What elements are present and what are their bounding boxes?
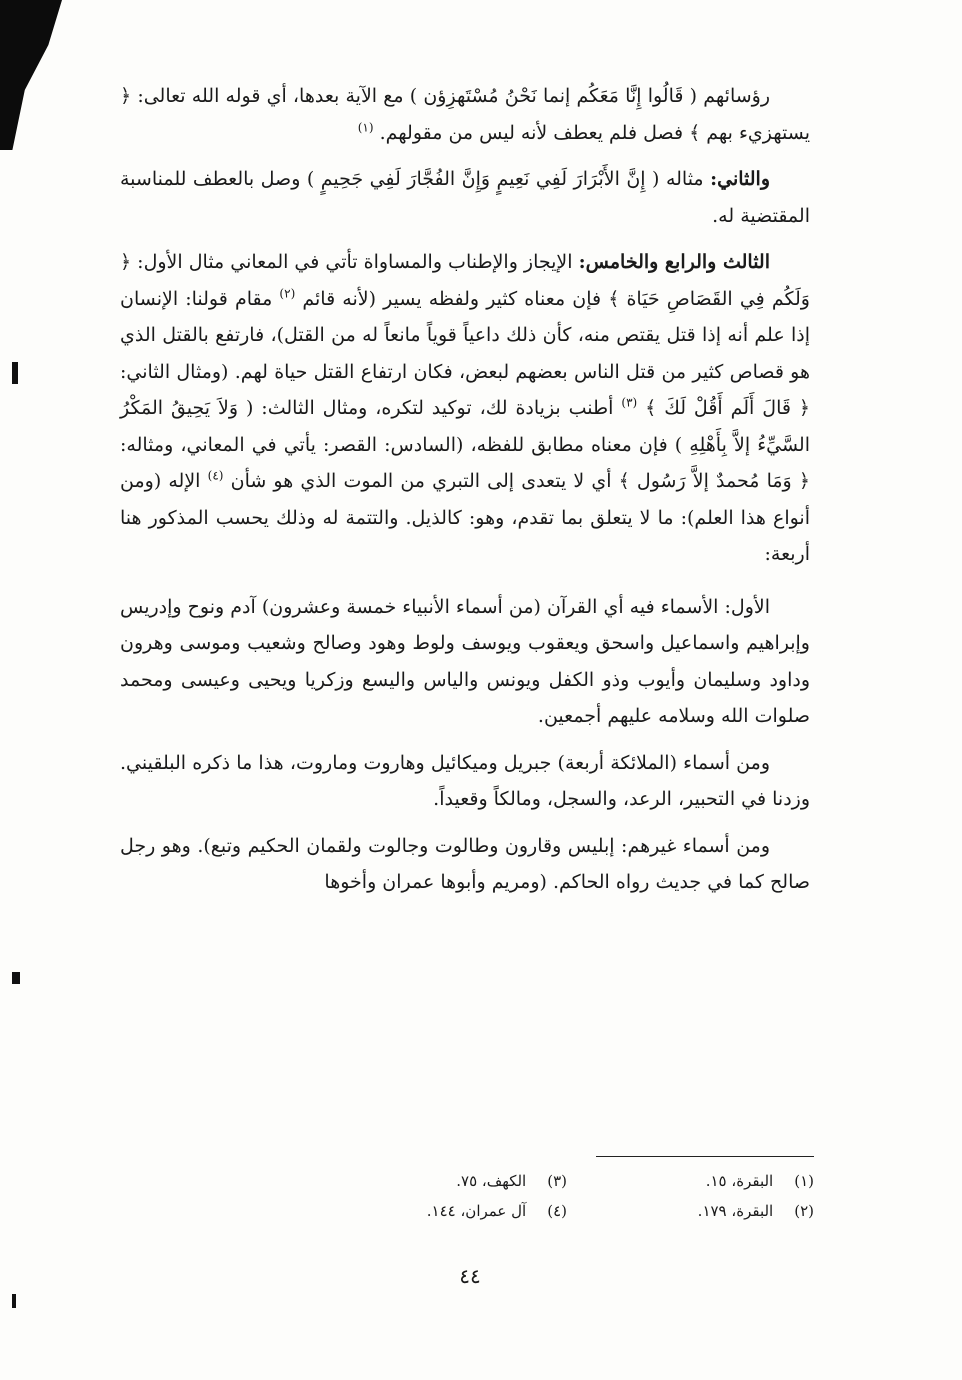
text-line: ومن أسماء (الملائكة أربعة) جبريل وميكائيل وهاروت وماروت، هذا ما — [236, 751, 770, 774]
text-line: الإيجاز والإطناب والمساواة تأتي في المعاني مثال — [188, 251, 573, 273]
footnote-text: الكهف، ٧٥. — [456, 1172, 527, 1190]
text-line: ومن أسماء غيرهم: إبليس وقارون وطالوت وجالوت ولقمان الحكيم وتبع). — [197, 834, 771, 857]
text-line: ﴿ وَمَا مُحمدٌ إلاَّ رَسُول ﴾ أي لا يتعدى إلى التبري من الموت الذي هو شأن — [230, 470, 811, 492]
text-line: بالعطف للمناسبة المقتضية له. — [120, 168, 810, 227]
text-line: الإله (ومن أنواع هذا العلم): ما لا يتعلق بما تقدم، وهو: كالذيل. والتتمة له — [120, 470, 810, 529]
section-heading: الثالث والرابع والخامس: — [578, 251, 770, 273]
text-line: تعالى: ﴿ يستهزيء بهم ﴾ فصل فلم يعطف لأنه ليس من مقولهم. — [120, 85, 810, 144]
text-line: لبعض، فكان ارتفاع القتل حياة لهم. (ومثال الثاني: ﴿ قَالَ أَلَم أَقُلْ لَكَ ﴾ — [120, 360, 810, 419]
paragraph-2 — [120, 161, 810, 234]
footnote-text: البقرة، ١٧٩. — [697, 1202, 774, 1220]
scan-speck — [12, 362, 18, 384]
footnote-item — [340, 1196, 567, 1226]
text-line: له من القتل)، فارتفع بالقتل الذي هو قصاص كثير من قتل الناس بعضهم — [120, 324, 811, 383]
paragraph-1 — [120, 78, 810, 151]
scan-speck — [12, 972, 20, 984]
text-line: بِأَهْلِهِ ) فإن معناه مطابق للفظه، (السادس: القصر: يأتي في المعاني، ومثاله: — [120, 433, 727, 456]
footnote-ref: (٤) — [207, 468, 224, 483]
paragraph-4 — [120, 589, 810, 735]
text-line: رؤسائهم ( قَالُوا إِنَّا مَعَكُم إنما نَحْنُ مُسْتَهزِؤن ) مع الآية بعدها، أي قوله الله — [191, 85, 770, 107]
text-line: مثاله ( إِنَّ الأَبْرَارَ لَفِي نَعِيمٍ وَإِنَّ الفُجَّارَ لَفِي جَحِيمٍ ) وصل — [260, 168, 704, 190]
section-heading: والثاني: — [710, 168, 771, 190]
footnote-number: (٤) — [547, 1202, 567, 1220]
text-line: وشعيب وموسى وهرون وداود وسليمان وأيوب وذو الكفل ويونس والياس واليسع — [120, 632, 811, 691]
footnotes — [340, 1166, 814, 1226]
text-line: أطنب بزيادة لك، توكيد لتكره، ومثال الثالث: ( وَلاَ يَحِيقُ المَكْرُ السَّيِّءُ إلاَّ — [120, 397, 810, 456]
text-line: وإدريس وإبراهيم واسماعيل واسحق ويعقوب ويوسف ولوط وهود وصالح — [120, 595, 810, 654]
footnote-number: (٣) — [547, 1172, 567, 1190]
page-body — [120, 78, 810, 901]
scan-speck — [12, 1294, 16, 1308]
text-line: ذكره البلقيني. وزدنا في التحبير، الرعد، والسجل، ومالكاً وقعيداً. — [120, 751, 810, 810]
footnote-ref: (٢) — [279, 286, 296, 301]
paragraph-5 — [120, 745, 810, 818]
footnote-number: (٢) — [794, 1202, 814, 1220]
footnote-text: آل عمران، ١٤٤. — [426, 1202, 527, 1220]
text-line: الأول: الأسماء فيه أي القرآن (من أسماء الأنبياء خمسة وعشرون) آدم ونوح — [187, 595, 771, 618]
text-line: وذلك يحسب المذكور هنا أربعة: — [120, 506, 810, 565]
text-line: وهو رجل صالح كما في جديث رواه الحاكم. (ومريم وأبوها عمران وأخوها — [120, 834, 810, 893]
footnote-item — [587, 1166, 814, 1196]
text-line: وزكريا ويحيى وعيسى ومحمد صلوات الله وسلامه عليهم أجمعين. — [120, 668, 810, 727]
scan-edge-shadow — [0, 0, 62, 150]
footnote-item — [340, 1166, 567, 1196]
text-line: مقام قولنا: الإنسان إذا علم أنه إذا قتل يقتص منه، كأن ذلك داعياً قوياً مانعاً — [120, 287, 810, 346]
footnote-item — [587, 1196, 814, 1226]
footnote-divider — [596, 1156, 814, 1157]
page-number: ٤٤ — [459, 1264, 481, 1288]
footnote-text: البقرة، ١٥. — [705, 1172, 774, 1190]
paragraph-6 — [120, 828, 810, 901]
footnote-ref: (١) — [357, 120, 374, 135]
text-line: الأول: ﴿ وَلَكُم فِي القَصَاصِ حَيَاة ﴾ فإن معناه كثير ولفظه يسير (لأنه قائم — [120, 251, 810, 310]
paragraph-3 — [120, 244, 810, 573]
footnote-ref: (٣) — [621, 395, 638, 410]
footnote-number: (١) — [794, 1172, 814, 1190]
